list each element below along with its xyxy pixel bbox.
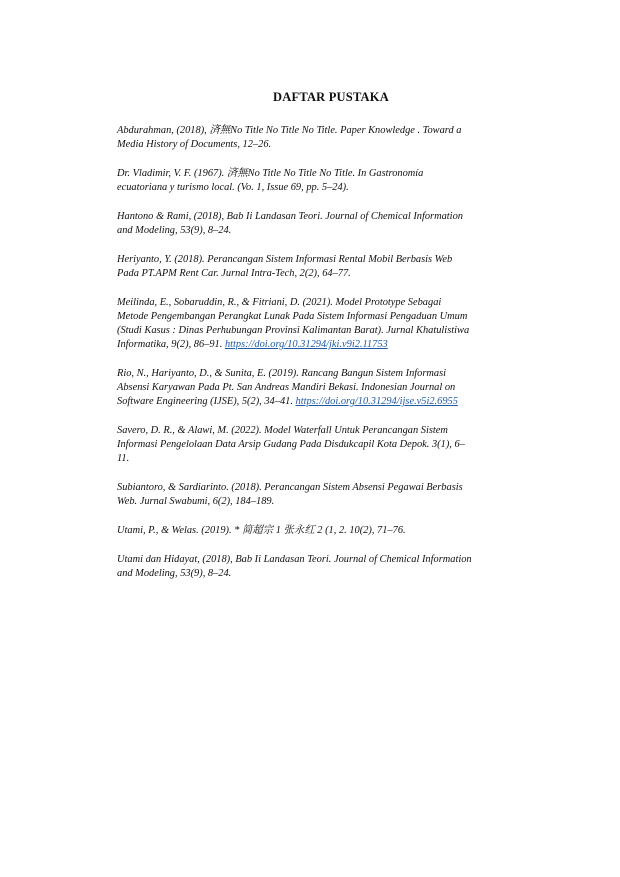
reference-entry: Savero, D. R., & Alawi, M. (2022). Model Waterfall Untuk Perancangan Sistem Informasi Pengelolaan Data Arsip Gudang Pada Disdukcapil Kota Depok. 3(1), 6– 11. <box>117 425 465 464</box>
reference-entry: Abdurahman, (2018), 済無No Title No Title No Title. Paper Knowledge . Toward a Media History of Documents, 12–26. <box>117 125 462 150</box>
reference-entry: Utami, P., & Welas. (2019). * 简超宗 1 张永红 2 (1, 2. 10(2), 71–76. <box>117 525 406 536</box>
reference-entry: Subiantoro, & Sardiarinto. (2018). Perancangan Sistem Absensi Pegawai Berbasis Web. Jurnal Swabumi, 6(2), 184–189. <box>117 482 463 507</box>
reference-entry: Utami dan Hidayat, (2018), Bab Ii Landasan Teori. Journal of Chemical Information and Modeling, 53(9), 8–24. <box>117 554 472 579</box>
doi-link[interactable]: https://doi.org/10.31294/ijse.v5i2.6955 <box>295 396 458 407</box>
reference-entry: Meilinda, E., Sobaruddin, R., & Fitriani, D. (2021). Model Prototype Sebagai Metode Pengembangan Perangkat Lunak Pada Sistem Informasi Pengaduan Umum (Studi Kasus : Dinas Perhubungan Provinsi Kalimantan Barat). Jurnal Khatulistiwa Informatika, 9(2), 86–91. https://doi.org/10.31294/jki.v9i2.11753 <box>117 297 470 350</box>
reference-entry: Dr. Vladimir, V. F. (1967). 済無No Title No Title No Title. In Gastronomía ecuatoriana y turismo local. (Vo. 1, Issue 69, pp. 5–24). <box>117 168 424 193</box>
reference-list <box>117 124 549 596</box>
page-title: DAFTAR PUSTAKA <box>273 90 389 104</box>
reference-entry: Hantono & Rami, (2018), Bab Ii Landasan Teori. Journal of Chemical Information and Modeling, 53(9), 8–24. <box>117 211 463 236</box>
reference-entry: Rio, N., Hariyanto, D., & Sunita, E. (2019). Rancang Bangun Sistem Informasi Absensi Karyawan Pada Pt. San Andreas Mandiri Bekasi. Indonesian Journal on Software Engineering (IJSE), 5(2), 34–41. https://doi.org/10.31294/ijse.v5i2.6955 <box>117 368 458 407</box>
reference-entry: Heriyanto, Y. (2018). Perancangan Sistem Informasi Rental Mobil Berbasis Web Pada PT.APM Rent Car. Jurnal Intra-Tech, 2(2), 64–77. <box>117 254 453 279</box>
doi-link[interactable]: https://doi.org/10.31294/jki.v9i2.11753 <box>224 339 388 350</box>
